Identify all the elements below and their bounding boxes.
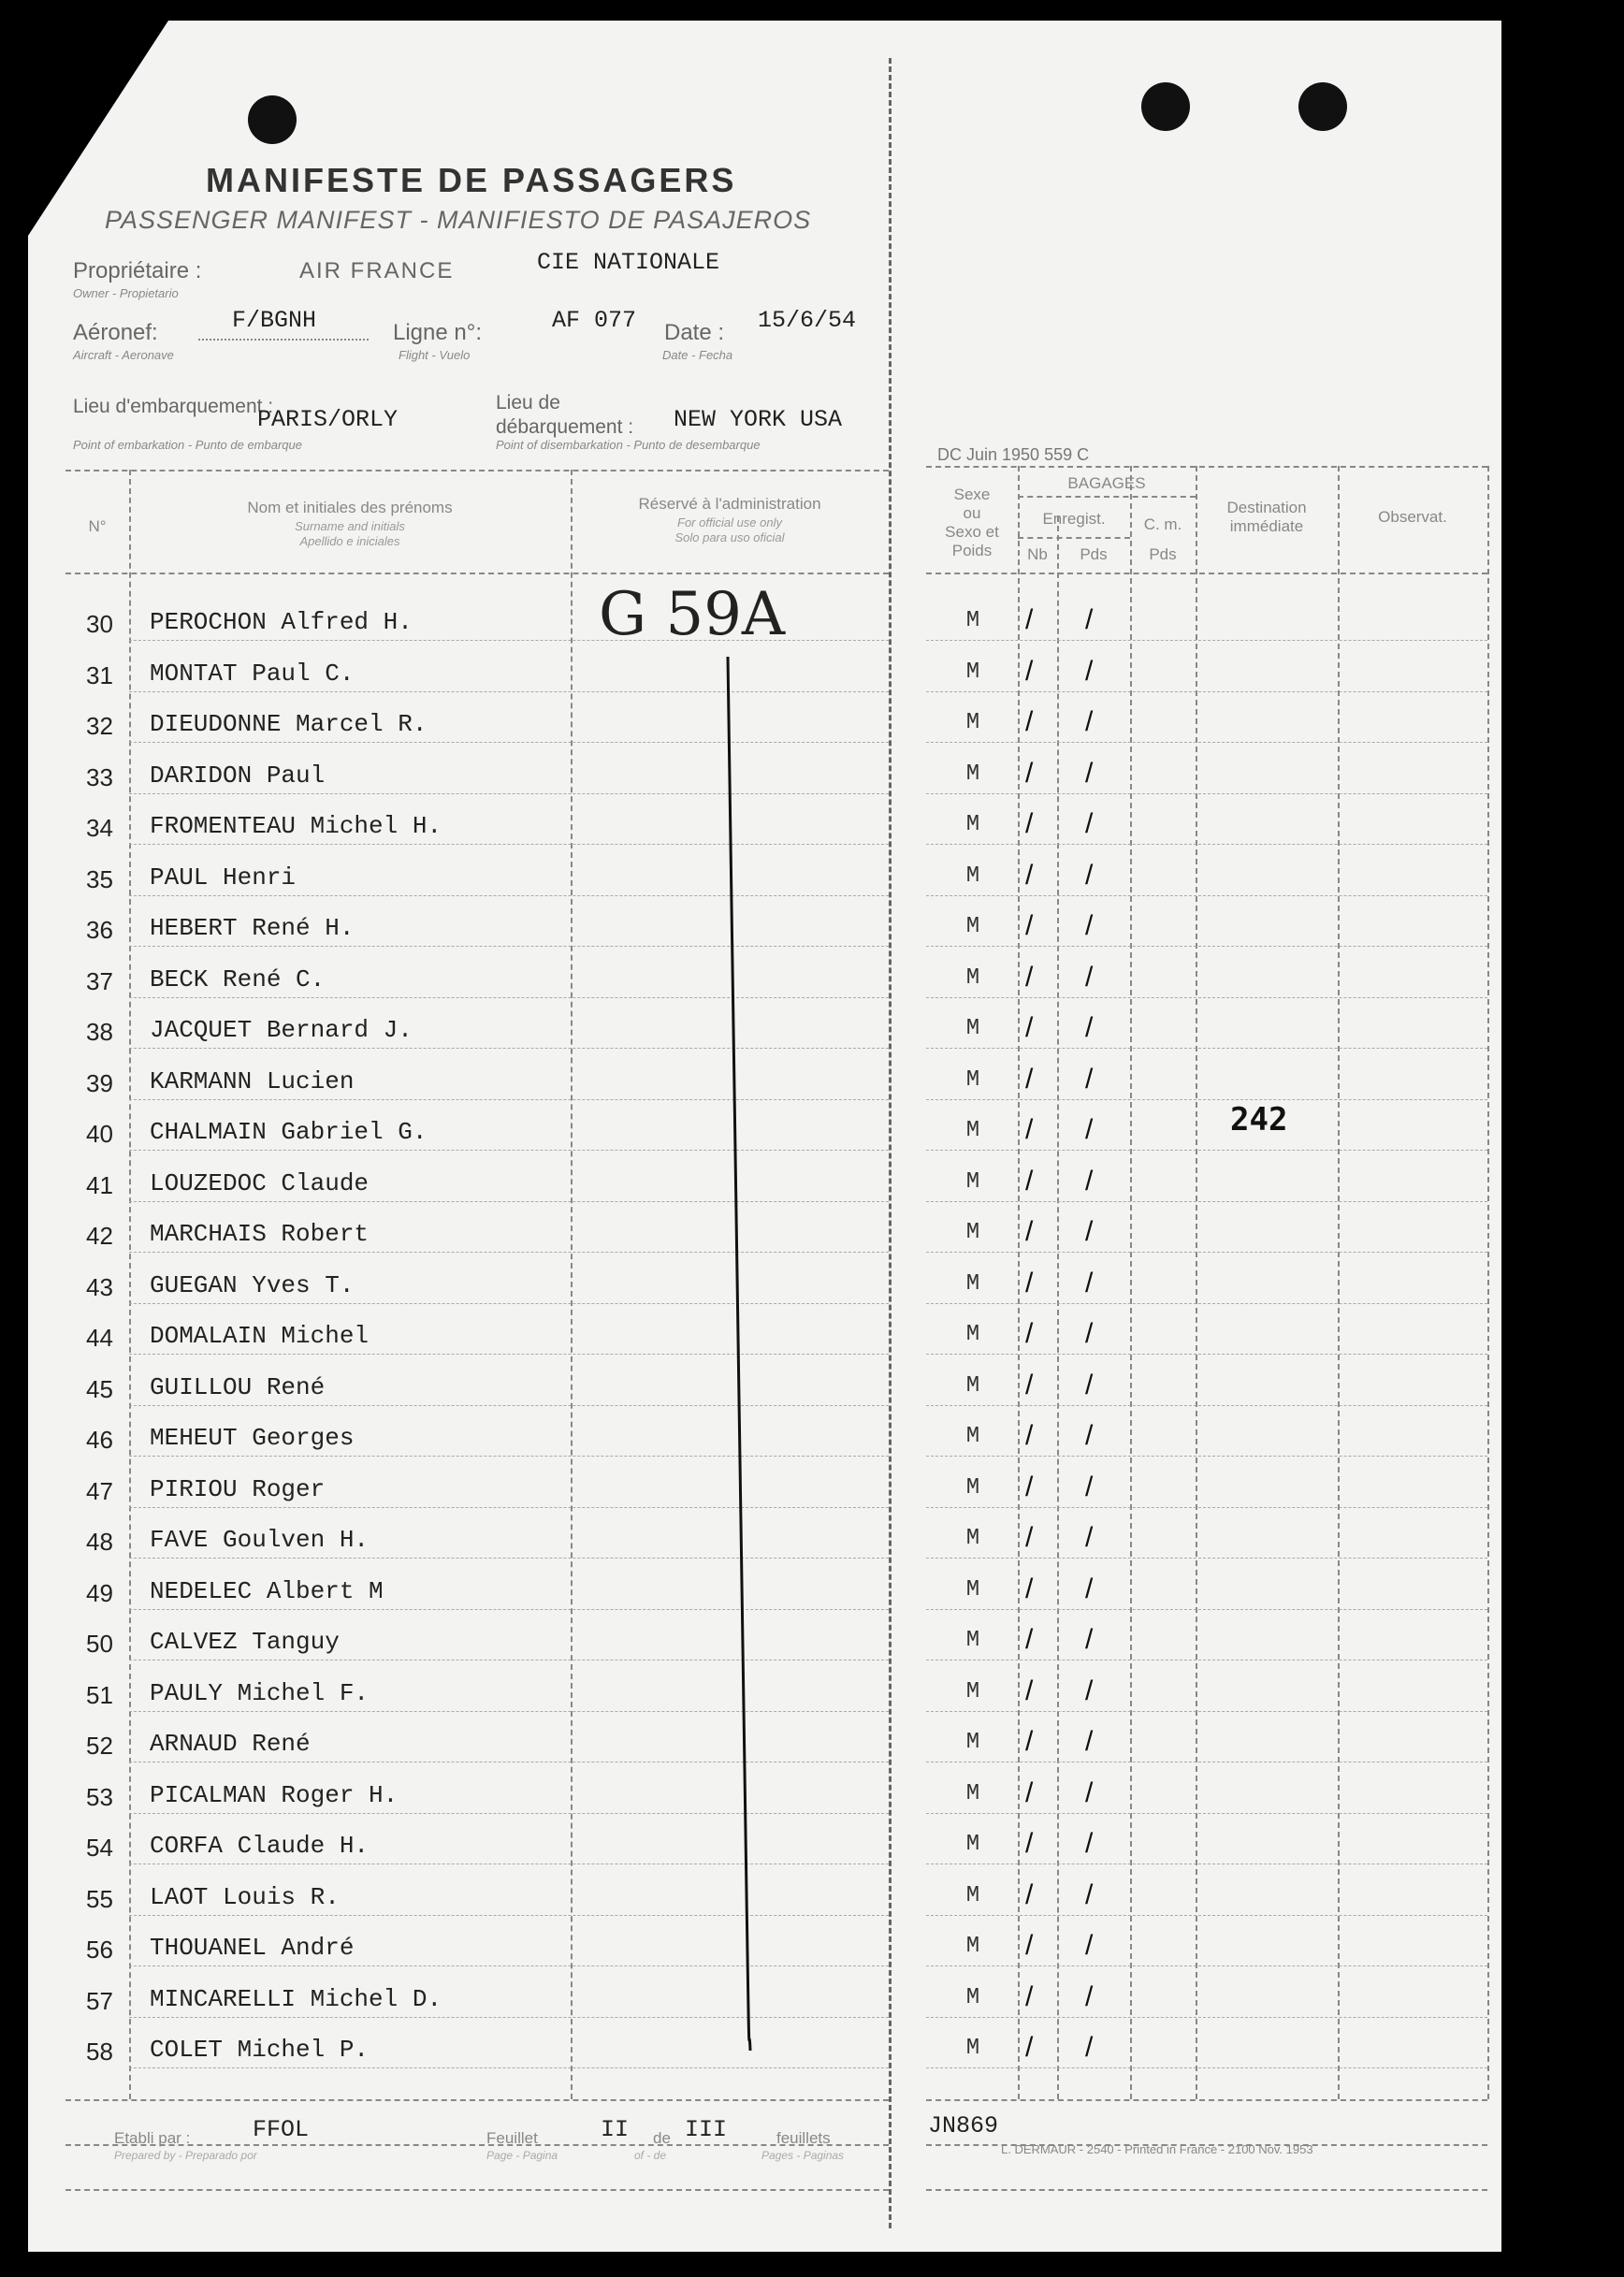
row-number: 52 [86, 1732, 113, 1760]
col-official-sub1: For official use only [677, 515, 782, 529]
passenger-sex: M [965, 1118, 980, 1143]
row-rule-right [926, 1201, 1487, 1202]
baggage-count-tick: / [1025, 758, 1034, 789]
table-header-rule-right [926, 573, 1487, 574]
row-rule-right [926, 1099, 1487, 1100]
baggage-rule [1018, 496, 1196, 498]
row-rule-right [926, 1150, 1487, 1151]
passenger-name: MINCARELLI Michel D. [150, 1985, 442, 2013]
official-vertical-stroke [720, 647, 776, 2069]
passenger-sex: M [965, 2036, 980, 2061]
row-rule-right [926, 742, 1487, 743]
torn-corner [28, 21, 168, 236]
row-rule-right [926, 997, 1487, 998]
table-bottom-rule-right [926, 2099, 1487, 2101]
passenger-name: MEHEUT Georges [150, 1424, 355, 1452]
official-handwritten-mark: G 59A [599, 580, 786, 649]
baggage-count-tick: / [1025, 1675, 1034, 1706]
flight-sublabel: Flight - Vuelo [399, 348, 471, 362]
col-divider [1338, 466, 1340, 2099]
row-number: 36 [86, 916, 113, 944]
col-destination-1: Destination [1226, 499, 1307, 516]
sheets-label: feuillets [776, 2129, 831, 2147]
baggage-weight-tick: / [1085, 604, 1094, 635]
row-number: 30 [86, 610, 113, 638]
baggage-weight-tick: / [1085, 1472, 1094, 1502]
baggage-count-tick: / [1025, 1064, 1034, 1095]
row-rule-right [926, 2067, 1487, 2068]
baggage-count-tick: / [1025, 1726, 1034, 1757]
prepared-sublabel: Prepared by - Preparado por [114, 2149, 257, 2162]
baggage-count-tick: / [1025, 1828, 1034, 1859]
baggage-weight-tick: / [1085, 1574, 1094, 1604]
passenger-name: LOUZEDOC Claude [150, 1169, 370, 1197]
baggage-weight-tick: / [1085, 808, 1094, 839]
col-official: Réservé à l'administration [638, 495, 821, 513]
row-number: 31 [86, 661, 113, 689]
aircraft-value: F/BGNH [232, 307, 317, 334]
row-rule-right [926, 640, 1487, 641]
row-number: 40 [86, 1120, 113, 1148]
baggage-weight-tick: / [1085, 1064, 1094, 1095]
col-observations: Observat. [1378, 508, 1447, 526]
passenger-name: DOMALAIN Michel [150, 1322, 370, 1350]
passenger-sex: M [965, 1373, 980, 1399]
baggage-count-tick: / [1025, 1012, 1034, 1043]
disembark-value: NEW YORK USA [674, 406, 843, 433]
row-rule-right [926, 1813, 1487, 1814]
col-divider [571, 470, 573, 2099]
passenger-name: FROMENTEAU Michel H. [150, 812, 442, 840]
passenger-sex: M [965, 1628, 980, 1653]
col-sex-2: ou [963, 504, 981, 522]
row-number: 46 [86, 1426, 113, 1454]
col-sex-4: Poids [951, 542, 993, 559]
passenger-name: HEBERT René H. [150, 914, 355, 942]
row-rule-right [926, 1558, 1487, 1559]
passenger-name: MARCHAIS Robert [150, 1220, 370, 1248]
passenger-name: PICALMAN Roger H. [150, 1781, 399, 1809]
baggage-count-tick: / [1025, 706, 1034, 737]
passenger-sex: M [965, 1679, 980, 1704]
passenger-sex: M [965, 1526, 980, 1551]
passenger-sex: M [965, 1577, 980, 1603]
footer-bottom-rule-right [926, 2189, 1487, 2191]
row-rule-right [926, 1456, 1487, 1457]
baggage-weight-tick: / [1085, 1420, 1094, 1451]
col-cm: C. m. [1143, 515, 1182, 533]
row-number: 41 [86, 1171, 113, 1199]
baggage-weight-tick: / [1085, 1012, 1094, 1043]
table-bottom-rule [65, 2099, 889, 2101]
row-number: 58 [86, 2038, 113, 2066]
col-pds2: Pds [1149, 545, 1177, 563]
row-number: 44 [86, 1324, 113, 1352]
col-name: Nom et initiales des prénoms [247, 499, 453, 516]
baggage-weight-tick: / [1085, 1930, 1094, 1961]
passenger-name: KARMANN Lucien [150, 1067, 355, 1095]
passenger-name: MONTAT Paul C. [150, 660, 355, 688]
col-divider [1130, 466, 1132, 2099]
baggage-weight-tick: / [1085, 860, 1094, 891]
passenger-name: BECK René C. [150, 965, 326, 993]
punch-hole [248, 95, 297, 144]
baggage-weight-tick: / [1085, 1370, 1094, 1400]
baggage-count-tick: / [1025, 1930, 1034, 1961]
baggage-count-tick: / [1025, 1216, 1034, 1247]
row-number: 35 [86, 865, 113, 893]
baggage-count-tick: / [1025, 1879, 1034, 1910]
baggage-weight-tick: / [1085, 1318, 1094, 1349]
sheet-value: II [601, 2116, 630, 2143]
row-number: 50 [86, 1630, 113, 1658]
passenger-name: PAUL Henri [150, 863, 297, 892]
passenger-sex: M [965, 1832, 980, 1857]
passenger-name: PAULY Michel F. [150, 1679, 370, 1707]
row-rule-right [926, 1711, 1487, 1712]
passenger-sex: M [965, 1169, 980, 1195]
passenger-name: ARNAUD René [150, 1730, 311, 1758]
baggage-weight-tick: / [1085, 1114, 1094, 1145]
baggage-weight-tick: / [1085, 1522, 1094, 1553]
col-divider [1018, 466, 1020, 2099]
manifest-subtitle: PASSENGER MANIFEST - MANIFIESTO DE PASAJEROS [105, 206, 812, 234]
col-divider [1487, 466, 1489, 2099]
row-number: 42 [86, 1222, 113, 1250]
baggage-count-tick: / [1025, 656, 1034, 687]
prepared-label: Etabli par : [114, 2129, 191, 2147]
embark-sublabel: Point of embarkation - Punto de embarque [73, 438, 302, 452]
date-label: Date : [664, 320, 725, 345]
baggage-count-tick: / [1025, 962, 1034, 993]
row-number: 37 [86, 967, 113, 995]
row-rule-right [926, 2017, 1487, 2018]
row-number: 45 [86, 1375, 113, 1403]
passenger-name: DARIDON Paul [150, 761, 326, 790]
row-number: 49 [86, 1579, 113, 1607]
flight-label: Ligne n°: [393, 320, 483, 345]
row-rule-right [926, 793, 1487, 794]
disembark-sublabel: Point of disembarkation - Punto de desembarque [496, 438, 761, 452]
row-rule-right [926, 1507, 1487, 1508]
baggage-count-tick: / [1025, 1420, 1034, 1451]
sheet-label: Feuillet [486, 2129, 538, 2147]
col-name-sub1: Surname and initials [295, 519, 405, 533]
baggage-weight-tick: / [1085, 962, 1094, 993]
col-no: N° [88, 517, 107, 535]
reference-code: JN869 [928, 2112, 999, 2139]
owner-label: Propriétaire : [73, 258, 202, 283]
embark-label: Lieu d'embarquement : [73, 396, 274, 417]
passenger-sex: M [965, 812, 980, 837]
row-number: 48 [86, 1528, 113, 1556]
row-rule-right [926, 1609, 1487, 1610]
baggage-weight-tick: / [1085, 1981, 1094, 2012]
baggage-weight-tick: / [1085, 1268, 1094, 1298]
owner-sublabel: Owner - Propietario [73, 286, 179, 300]
punch-hole [1141, 82, 1190, 131]
row-number: 43 [86, 1273, 113, 1301]
baggage-count-tick: / [1025, 1268, 1034, 1298]
baggage-count-tick: / [1025, 1318, 1034, 1349]
passenger-name: THOUANEL André [150, 1934, 355, 1962]
passenger-sex: M [965, 1934, 980, 1959]
punch-hole [1298, 82, 1347, 131]
baggage-weight-tick: / [1085, 2032, 1094, 2063]
passenger-name: CHALMAIN Gabriel G. [150, 1118, 428, 1146]
passenger-sex: M [965, 1730, 980, 1755]
row-rule-right [926, 1048, 1487, 1049]
passenger-sex: M [965, 1322, 980, 1347]
passenger-sex: M [965, 863, 980, 889]
passenger-sex: M [965, 1220, 980, 1245]
baggage-count-tick: / [1025, 1624, 1034, 1655]
baggage-count-tick: / [1025, 2032, 1034, 2063]
form-code: DC Juin 1950 559 C [937, 445, 1090, 464]
flight-value: AF 077 [552, 307, 637, 334]
embark-value: PARIS/ORLY [257, 406, 399, 433]
col-destination-2: immédiate [1229, 517, 1304, 535]
fold-line [889, 58, 892, 2228]
baggage-weight-tick: / [1085, 1624, 1094, 1655]
row-number: 55 [86, 1885, 113, 1913]
passenger-sex: M [965, 965, 980, 991]
passenger-name: CALVEZ Tanguy [150, 1628, 340, 1656]
passenger-sex: M [965, 710, 980, 735]
baggage-weight-tick: / [1085, 1216, 1094, 1247]
table-header-rule [65, 573, 889, 574]
passenger-sex: M [965, 660, 980, 685]
passenger-name: DIEUDONNE Marcel R. [150, 710, 428, 738]
passenger-sex: M [965, 1016, 980, 1041]
table-top-rule-right [926, 466, 1487, 468]
printer-imprint: L. DERMAUR - 2540 - Printed in France - 2100 Nov. 1953 [1001, 2142, 1313, 2156]
baggage-weight-tick: / [1085, 1879, 1094, 1910]
col-sex-1: Sexe [953, 486, 991, 503]
row-number: 54 [86, 1834, 113, 1862]
table-top-rule [65, 470, 889, 471]
manifest-title: MANIFESTE DE PASSAGERS [206, 161, 737, 199]
date-sublabel: Date - Fecha [662, 348, 733, 362]
row-rule-right [926, 1915, 1487, 1916]
baggage-count-tick: / [1025, 1114, 1034, 1145]
passenger-name: FAVE Goulven H. [150, 1526, 370, 1554]
destination-note: 242 [1230, 1101, 1288, 1138]
baggage-weight-tick: / [1085, 656, 1094, 687]
aircraft-sublabel: Aircraft - Aeronave [73, 348, 174, 362]
row-number: 57 [86, 1987, 113, 2015]
baggage-weight-tick: / [1085, 1726, 1094, 1757]
disembark-label: Lieu de débarquement : [496, 392, 634, 438]
manifest-sheet [28, 21, 1501, 2252]
footer-bottom-rule [65, 2189, 889, 2191]
of-sublabel: of - de [634, 2149, 667, 2162]
col-divider [1057, 516, 1059, 2099]
passenger-name: CORFA Claude H. [150, 1832, 370, 1860]
row-rule-right [926, 844, 1487, 845]
row-number: 56 [86, 1936, 113, 1964]
baggage-count-tick: / [1025, 1574, 1034, 1604]
passenger-sex: M [965, 761, 980, 787]
passenger-name: JACQUET Bernard J. [150, 1016, 413, 1044]
baggage-count-tick: / [1025, 1522, 1034, 1553]
owner-extra: CIE NATIONALE [537, 249, 720, 276]
passenger-name: NEDELEC Albert M [150, 1577, 384, 1605]
col-name-sub2: Apellido e iniciales [299, 534, 400, 548]
passenger-sex: M [965, 1883, 980, 1908]
passenger-name: GUILLOU René [150, 1373, 326, 1401]
of-label: de [653, 2129, 671, 2147]
baggage-weight-tick: / [1085, 1675, 1094, 1706]
baggage-count-tick: / [1025, 1472, 1034, 1502]
passenger-name: COLET Michel P. [150, 2036, 370, 2064]
passenger-sex: M [965, 1985, 980, 2010]
passenger-sex: M [965, 608, 980, 633]
baggage-weight-tick: / [1085, 1828, 1094, 1859]
baggage-count-tick: / [1025, 1981, 1034, 2012]
passenger-sex: M [965, 1781, 980, 1806]
passenger-sex: M [965, 1067, 980, 1093]
baggage-count-tick: / [1025, 860, 1034, 891]
row-number: 47 [86, 1477, 113, 1505]
passenger-sex: M [965, 1424, 980, 1449]
row-rule-right [926, 1252, 1487, 1253]
of-value: III [685, 2116, 728, 2143]
row-rule-right [926, 1405, 1487, 1406]
row-rule-right [926, 1660, 1487, 1661]
baggage-count-tick: / [1025, 808, 1034, 839]
passenger-name: PEROCHON Alfred H. [150, 608, 413, 636]
baggage-count-tick: / [1025, 1370, 1034, 1400]
passenger-name: LAOT Louis R. [150, 1883, 340, 1911]
baggage-count-tick: / [1025, 1166, 1034, 1197]
baggage-count-tick: / [1025, 910, 1034, 941]
date-value: 15/6/54 [758, 307, 857, 334]
col-sex-3: Sexo et [945, 523, 999, 541]
row-rule-right [926, 946, 1487, 947]
passenger-sex: M [965, 1271, 980, 1297]
passenger-sex: M [965, 1475, 980, 1501]
aircraft-underline [198, 339, 369, 341]
col-registered: Enregist. [1042, 510, 1106, 528]
passenger-name: GUEGAN Yves T. [150, 1271, 355, 1299]
aircraft-label: Aéronef: [73, 320, 158, 345]
baggage-weight-tick: / [1085, 758, 1094, 789]
row-number: 39 [86, 1069, 113, 1097]
row-rule-right [926, 895, 1487, 896]
col-baggage: BAGAGES [1067, 474, 1146, 492]
baggage-weight-tick: / [1085, 706, 1094, 737]
row-rule-right [926, 1354, 1487, 1355]
row-number: 53 [86, 1783, 113, 1811]
passenger-sex: M [965, 914, 980, 939]
row-number: 34 [86, 814, 113, 842]
owner-value: AIR FRANCE [299, 258, 455, 283]
col-nb: Nb [1027, 545, 1048, 563]
row-rule-right [926, 1965, 1487, 1966]
row-rule-right [926, 691, 1487, 692]
prepared-value: FFOL [253, 2116, 310, 2143]
row-number: 38 [86, 1018, 113, 1046]
col-pds: Pds [1080, 545, 1108, 563]
baggage-weight-tick: / [1085, 1777, 1094, 1808]
sheets-sublabel: Pages - Paginas [761, 2149, 845, 2162]
row-number: 32 [86, 712, 113, 740]
sheet-sublabel: Page - Pagina [486, 2149, 558, 2162]
passenger-name: PIRIOU Roger [150, 1475, 326, 1503]
row-number: 33 [86, 763, 113, 791]
row-number: 51 [86, 1681, 113, 1709]
col-divider [1196, 466, 1197, 2099]
baggage-count-tick: / [1025, 604, 1034, 635]
baggage-count-tick: / [1025, 1777, 1034, 1808]
registered-rule [1018, 537, 1130, 539]
baggage-weight-tick: / [1085, 910, 1094, 941]
row-rule-right [926, 1303, 1487, 1304]
col-official-sub2: Solo para uso oficial [674, 530, 785, 544]
baggage-weight-tick: / [1085, 1166, 1094, 1197]
